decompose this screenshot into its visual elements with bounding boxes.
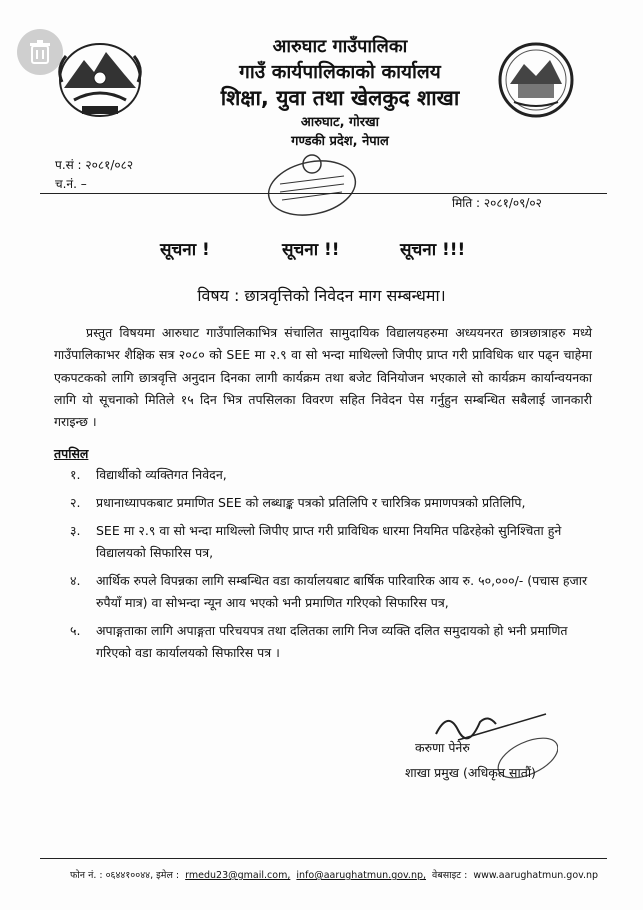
list-item xyxy=(70,520,590,564)
notice-heading-3: सूचना !!! xyxy=(400,240,466,260)
signatory-name: करुणा पेनेरु xyxy=(415,740,470,755)
office-stamp xyxy=(262,150,362,220)
list-item-number: १. xyxy=(70,467,81,482)
subject-line: विषय : छात्रवृत्तिको निवेदन माग सम्बन्धमा। xyxy=(197,286,446,305)
footer-contact xyxy=(70,868,610,881)
body-paragraph: प्रस्तुत विषयमा आरुघाट गाउँपालिकाभित्र संचालित सामुदायिक विद्यालयहरुमा अध्ययनरत छात्रछात्राहरु मध्ये गाउँपालिकाभर शैक्षिक सत्र २०८० को SEE मा २.९ वा सो भन्दा माथिल्लो जिपीए प्राप्त गरी प्राविधिक धार पढ्न चाहेमा एकपटकको लागि छात्रवृत्ति अनुदान दिनका लागी कार्यक्रम तथा बजेट विनियोजन भएकाले सो कार्यक्रम कार्यान्वयनका लागि यो सूचनाको मितिले १५ दिन भित्र तपसिलका विवरण सहित निवेदन पेस गर्नुहुन सम्बन्धित सबैलाई जानकारी गराइन्छ । xyxy=(54,325,592,430)
list-item-text: प्रधानाध्यापकबाट प्रमाणित SEE को लब्धाङ्क पत्रको प्रतिलिपि र चारित्रिक प्रमाणपत्रको प्रतिलिपि, xyxy=(96,495,526,510)
details-heading: तपसिल xyxy=(54,446,89,461)
footer-phone: फोन नं. : ०६४४१००४४, इमेल : xyxy=(70,870,180,881)
notice-heading-1: सूचना ! xyxy=(160,240,210,260)
list-item-number: ४. xyxy=(70,573,81,588)
list-item xyxy=(70,492,590,514)
list-item-number: ३. xyxy=(70,523,81,538)
list-item-text: अपाङ्गताका लागि अपाङ्गता परिचयपत्र तथा दलितका लागि निज व्यक्ति दलित समुदायको हो भनी प्रमाणित गरिएको वडा कार्यालयको सिफारिस पत्र । xyxy=(96,623,568,660)
list-item-number: २. xyxy=(70,495,81,510)
nepal-emblem-logo xyxy=(54,38,146,120)
dispatch-number: च.नं. – xyxy=(55,177,87,191)
list-item xyxy=(70,464,590,486)
footer-website-label: वेबसाइट : xyxy=(432,870,468,881)
footer-divider xyxy=(40,858,607,859)
requirements-list xyxy=(70,464,590,670)
list-item-number: ५. xyxy=(70,623,81,638)
list-item xyxy=(70,620,590,664)
list-item xyxy=(70,570,590,614)
list-item-text: विद्यार्थीको व्यक्तिगत निवेदन, xyxy=(96,467,227,482)
signatory-title: शाखा प्रमुख (अधिकृत सातौं) xyxy=(405,765,536,780)
reference-number: प.सं : २०८१/०८२ xyxy=(55,158,134,172)
list-item-text: आर्थिक रुपले विपन्नका लागि सम्बन्धित वडा कार्यालयबाट बार्षिक पारिवारिक आय रु. ५०,०००/- (पचास हजार रुपैयाँ मात्र) वा सोभन्दा न्यून आय भएको भनी प्रमाणित गरिएको सिफारिस पत्र, xyxy=(96,573,588,610)
footer-email-2[interactable]: info@aarughatmun.gov.np, xyxy=(296,870,427,881)
footer-email-1[interactable]: rmedu23@gmail.com, xyxy=(185,870,291,881)
section-name: शिक्षा, युवा तथा खेलकुद शाखा xyxy=(220,86,460,110)
list-item-text: SEE मा २.९ वा सो भन्दा माथिल्लो जिपीए प्राप्त गरी प्राविधिक धारमा नियमित पढिरहेको सुनिश्चिता हुने विद्यालयको सिफारिस पत्र, xyxy=(96,523,562,560)
office-name: गाउँ कार्यपालिकाको कार्यालय xyxy=(239,61,441,83)
notice-heading-2: सूचना !! xyxy=(282,240,340,260)
footer-website[interactable]: www.aarughatmun.gov.np xyxy=(473,870,599,881)
letter-date: मिति : २०८१/०९/०२ xyxy=(452,196,542,210)
municipality-name: आरुघाट गाउँपालिका xyxy=(272,36,408,57)
province-line: गण्डकी प्रदेश, नेपाल xyxy=(291,134,389,149)
address-line: आरुघाट, गोरखा xyxy=(300,115,380,130)
